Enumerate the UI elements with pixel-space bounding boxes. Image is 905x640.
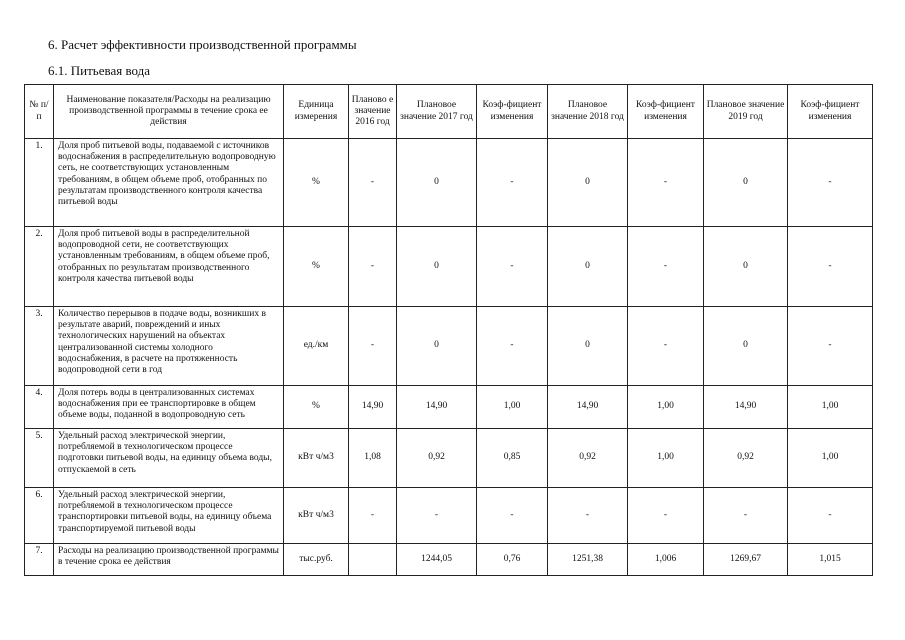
table-row [25,386,873,429]
unit-cell: тыс.руб. [284,544,349,576]
unit-cell: % [284,139,349,227]
coef-2018-cell: 1,00 [628,429,704,488]
value-2017-cell: 14,90 [397,386,477,429]
unit-cell: кВт ч/м3 [284,429,349,488]
header-cell-2017: Плановое значение 2017 год [397,85,477,139]
row-name-cell: Количество перерывов в подаче воды, возникших в результате аварий, повреждений и иных технологических нарушений на объектах централизованной системы холодного водоснабжения, в расчете на протяженность водопроводной сети в год [54,307,284,386]
value-2019-cell: 14,90 [704,386,788,429]
section-heading: 6. Расчет эффективности производственной программы [48,37,357,52]
value-2019-cell: 1269,67 [704,544,788,576]
table-row [25,429,873,488]
row-name-cell: Доля потерь воды в централизованных системах водоснабжения при ее транспортировке в общем объеме воды, поданной в водопроводную сеть [54,386,284,429]
header-cell-no: № п/п [25,85,54,139]
coef-2018-cell: - [628,227,704,307]
row-number-cell: 3. [25,307,54,386]
coef-2018-cell: - [628,488,704,544]
value-2017-cell: 0 [397,227,477,307]
table-row [25,307,873,386]
coef-2018-cell: 1,00 [628,386,704,429]
row-number-cell: 2. [25,227,54,307]
value-2016-cell: - [349,139,397,227]
table-row [25,227,873,307]
coef-2019-cell: 1,00 [788,386,873,429]
header-cell-2019: Плановое значение 2019 год [704,85,788,139]
unit-cell: % [284,227,349,307]
efficiency-table [24,84,873,576]
coef-2019-cell: - [788,307,873,386]
value-2017-cell: 0 [397,139,477,227]
value-2018-cell: 14,90 [548,386,628,429]
value-2016-cell: - [349,488,397,544]
unit-cell: кВт ч/м3 [284,488,349,544]
header-cell-coef-2017: Коэф-фициент изменения [477,85,548,139]
table-row [25,544,873,576]
row-name-cell: Удельный расход электрической энергии, потребляемой в технологическом процессе транспортировки питьевой воды, на единицу объема транспортируемой питьевой воды [54,488,284,544]
value-2018-cell: 0 [548,307,628,386]
row-number-cell: 1. [25,139,54,227]
row-name-cell: Удельный расход электрической энергии, потребляемой в технологическом процессе подготовки питьевой воды, на единицу объема воды, отпускаемой в сеть [54,429,284,488]
value-2016-cell [349,544,397,576]
coef-2019-cell: 1,00 [788,429,873,488]
coef-2017-cell: - [477,488,548,544]
header-cell-name: Наименование показателя/Расходы на реализацию производственной программы в течение срока ее действия [54,85,284,139]
value-2019-cell: - [704,488,788,544]
coef-2017-cell: 0,85 [477,429,548,488]
coef-2017-cell: 1,00 [477,386,548,429]
header-cell-coef-2019: Коэф-фициент изменения [788,85,873,139]
value-2017-cell: 1244,05 [397,544,477,576]
header-cell-2018: Плановое значение 2018 год [548,85,628,139]
value-2016-cell: - [349,307,397,386]
value-2018-cell: 1251,38 [548,544,628,576]
value-2018-cell: 0,92 [548,429,628,488]
coef-2018-cell: - [628,307,704,386]
row-name-cell: Доля проб питьевой воды, подаваемой с источников водоснабжения в распределительную водопроводную сеть, не соответствующих установленным требованиям, в общем объеме проб, отобранных по результатам производственного контроля качества питьевой воды [54,139,284,227]
row-name-cell: Расходы на реализацию производственной программы в течение срока ее действия [54,544,284,576]
coef-2017-cell: - [477,139,548,227]
value-2016-cell: 1,08 [349,429,397,488]
value-2018-cell: 0 [548,227,628,307]
header-cell-coef-2018: Коэф-фициент изменения [628,85,704,139]
value-2017-cell: 0 [397,307,477,386]
coef-2017-cell: 0,76 [477,544,548,576]
value-2018-cell: - [548,488,628,544]
value-2016-cell: 14,90 [349,386,397,429]
coef-2019-cell: 1,015 [788,544,873,576]
subsection-heading: 6.1. Питьевая вода [48,63,151,78]
unit-cell: % [284,386,349,429]
coef-2019-cell: - [788,488,873,544]
row-number-cell: 7. [25,544,54,576]
coef-2019-cell: - [788,227,873,307]
value-2018-cell: 0 [548,139,628,227]
table-row [25,139,873,227]
value-2016-cell: - [349,227,397,307]
header-cell-2016: Планово е значение 2016 год [349,85,397,139]
value-2019-cell: 0 [704,227,788,307]
row-number-cell: 6. [25,488,54,544]
coef-2019-cell: - [788,139,873,227]
value-2019-cell: 0 [704,139,788,227]
unit-cell: ед./км [284,307,349,386]
value-2019-cell: 0,92 [704,429,788,488]
header-row [25,85,873,139]
row-number-cell: 4. [25,386,54,429]
coef-2017-cell: - [477,307,548,386]
value-2017-cell: 0,92 [397,429,477,488]
row-number-cell: 5. [25,429,54,488]
table-row [25,488,873,544]
coef-2017-cell: - [477,227,548,307]
coef-2018-cell: - [628,139,704,227]
header-cell-unit: Единица измерения [284,85,349,139]
row-name-cell: Доля проб питьевой воды в распределительной водопроводной сети, не соответствующих установленным требованиям, в общем объеме проб, отобранных по результатам производственного контроля качества питьевой воды [54,227,284,307]
value-2019-cell: 0 [704,307,788,386]
value-2017-cell: - [397,488,477,544]
coef-2018-cell: 1,006 [628,544,704,576]
